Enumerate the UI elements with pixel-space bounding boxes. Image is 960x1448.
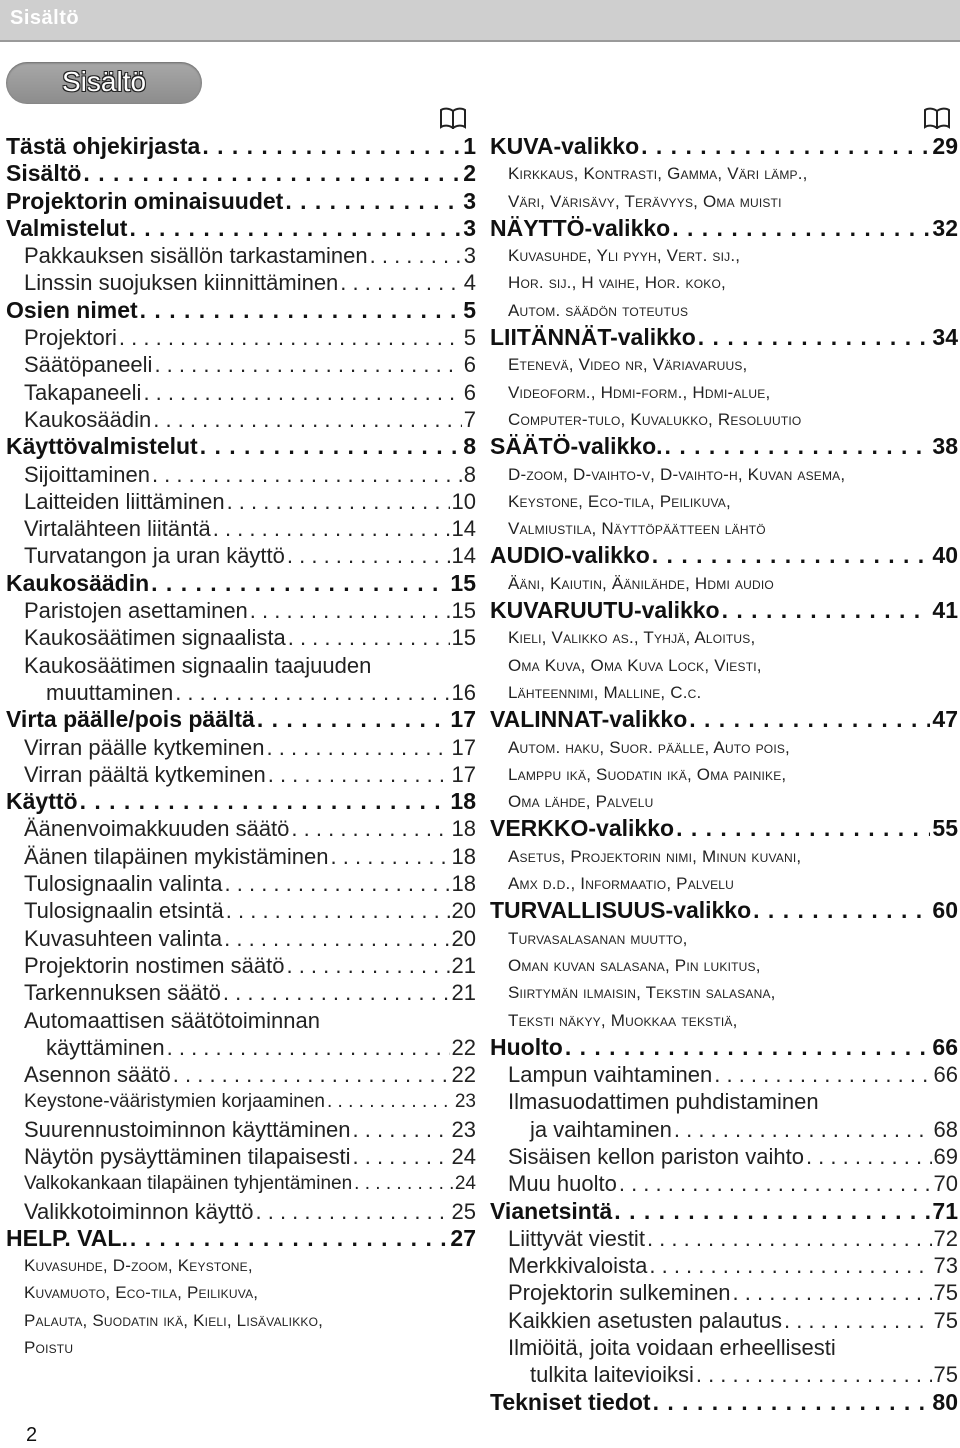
toc-entry-label: AUDIO-valikko <box>490 542 650 569</box>
toc-entry-label: Merkkivaloista <box>508 1253 648 1279</box>
toc-entry-label: Huolto <box>490 1033 563 1060</box>
toc-entry-label: Muu huolto <box>508 1171 617 1197</box>
toc-subsection-link[interactable] <box>6 925 476 952</box>
dot-leader <box>614 1198 930 1225</box>
toc-entry-label: Laitteiden liittäminen <box>24 488 225 514</box>
menu-items-list: Palauta, Suodatin ikä, Kieli, Lisävalikko, <box>24 1310 324 1330</box>
toc-entry-label: KUVA-valikko <box>490 133 640 159</box>
toc-entry-label: VALINNAT-valikko <box>490 706 688 733</box>
book-icon <box>924 107 950 129</box>
menu-items-list: Etenevä, Video nr, Väriavaruus, <box>508 355 748 375</box>
toc-left-column <box>6 133 476 1361</box>
toc-section-link[interactable] <box>6 297 476 324</box>
menu-items-list: Valmiustila, Näyttöpäätteen lähtö <box>508 519 766 539</box>
menu-items-list: Poistu <box>24 1338 74 1358</box>
toc-page-number: 7 <box>463 406 476 432</box>
toc-page-number: 29 <box>932 133 958 159</box>
dot-leader <box>565 1034 931 1061</box>
toc-entry-label: Linssin suojuksen kiinnittäminen <box>24 270 339 296</box>
dot-leader <box>226 897 450 924</box>
toc-subsection-link[interactable] <box>6 515 476 542</box>
toc-page-number: 75 <box>933 1362 958 1388</box>
header-bar <box>0 0 960 42</box>
toc-subsection-link[interactable] <box>490 1307 958 1334</box>
dot-leader <box>652 542 931 569</box>
toc-page-number: 80 <box>932 1388 958 1415</box>
toc-page-number: 18 <box>451 843 476 869</box>
toc-page-number: 41 <box>932 597 958 624</box>
toc-section-link[interactable] <box>490 897 958 924</box>
dot-leader <box>672 215 930 242</box>
toc-subsection-link[interactable] <box>6 597 476 624</box>
dot-leader <box>119 324 462 351</box>
toc-page-number: 60 <box>932 897 958 924</box>
toc-entry-label: Automaattisen säätötoiminnan <box>24 1007 320 1033</box>
toc-page-number: 21 <box>451 952 476 978</box>
dot-leader <box>353 1116 450 1143</box>
dot-leader <box>200 433 461 460</box>
toc-subsection-link[interactable] <box>490 1116 958 1143</box>
toc-entry-label: Sijoittaminen <box>24 461 150 487</box>
menu-items-list: Kuvasuhde, D-zoom, Keystone, <box>24 1256 253 1276</box>
toc-entry-label: ja vaihtaminen <box>530 1116 672 1142</box>
toc-page-number: 18 <box>451 816 476 842</box>
menu-items-list: Amx d.d., Informaatio, Palvelu <box>508 874 735 894</box>
dot-leader <box>649 1252 931 1279</box>
dot-leader <box>130 1225 449 1252</box>
toc-page-number: 22 <box>451 1034 476 1060</box>
toc-entry-label: Äänen tilapäinen mykistäminen <box>24 843 329 869</box>
toc-page-number: 3 <box>463 214 476 241</box>
menu-items-list: D-zoom, D-vaihto-v, D-vaihto-h, Kuvan asema, <box>508 464 846 484</box>
toc-page-number: 68 <box>933 1116 958 1142</box>
menu-items-list: Keystone, Eco-tila, Peilikuva, <box>508 491 731 511</box>
toc-page-number: 3 <box>463 243 476 269</box>
toc-entry-label: Sisäisen kellon pariston vaihto <box>508 1143 804 1169</box>
toc-entry-label: HELP. VAL. <box>6 1224 128 1251</box>
toc-entry-label: Kaukosäätimen signaalista <box>24 625 286 651</box>
toc-page-number: 66 <box>933 1062 958 1088</box>
toc-page-number: 47 <box>932 706 958 733</box>
dot-leader <box>806 1143 932 1170</box>
toc-subsection-link[interactable] <box>6 679 476 706</box>
dot-leader <box>129 215 461 242</box>
toc-page-number: 27 <box>450 1224 476 1251</box>
toc-section-link[interactable] <box>6 706 476 733</box>
toc-page-number: 55 <box>932 815 958 842</box>
toc-page-number: 40 <box>932 542 958 569</box>
toc-subsection-link[interactable] <box>6 761 476 788</box>
dot-leader <box>143 379 461 406</box>
toc-entry-label: Virtalähteen liitäntä <box>24 516 211 542</box>
dot-leader <box>340 269 461 296</box>
page-title: Sisältö <box>61 66 147 97</box>
toc-entry-label: Valmistelut <box>6 214 128 241</box>
toc-subsection-link[interactable] <box>6 242 476 269</box>
toc-subsection-link[interactable] <box>6 1061 476 1088</box>
toc-page-number: 71 <box>932 1197 958 1224</box>
toc-page-number: 70 <box>933 1171 958 1197</box>
toc-section-link[interactable] <box>6 570 476 597</box>
toc-entry-label: Säätöpaneeli <box>24 352 153 378</box>
dot-leader <box>696 1361 932 1388</box>
toc-subsection-link[interactable] <box>6 734 476 761</box>
toc-entry-label: Osien nimet <box>6 296 138 323</box>
toc-page-number: 1 <box>463 133 476 159</box>
toc-page-number: 66 <box>932 1033 958 1060</box>
dot-leader <box>151 570 448 597</box>
toc-subsection-link[interactable] <box>6 1198 476 1225</box>
toc-page-number: 6 <box>463 352 476 378</box>
menu-items-list: Hor. sij., H vaihe, Hor. koko, <box>508 273 726 293</box>
toc-page-number: 73 <box>933 1253 958 1279</box>
dot-leader <box>268 761 450 788</box>
toc-subsection-link[interactable] <box>6 406 476 433</box>
toc-page-number: 8 <box>463 433 476 460</box>
toc-subsection-link[interactable] <box>490 1279 958 1306</box>
toc-entry-label: Virran päältä kytkeminen <box>24 761 266 787</box>
toc-page-number: 4 <box>463 270 476 296</box>
dot-leader <box>291 815 449 842</box>
toc-entry-label: Takapaneeli <box>24 379 142 405</box>
toc-page-number: 75 <box>933 1307 958 1333</box>
dot-leader <box>80 788 449 815</box>
toc-entry-label: Ilmiöitä, joita voidaan erheellisesti <box>508 1335 836 1361</box>
toc-page-number: 18 <box>450 788 476 815</box>
dot-leader <box>287 542 450 569</box>
dot-leader <box>641 133 930 160</box>
dot-leader <box>714 1061 931 1088</box>
toc-entry-label: LIITÄNNÄT-valikko <box>490 324 696 351</box>
toc-subsection-link[interactable] <box>490 1143 958 1170</box>
toc-section-link[interactable] <box>6 215 476 242</box>
toc-page-number: 3 <box>463 187 476 214</box>
dot-leader <box>288 624 450 651</box>
toc-page-number: 34 <box>932 324 958 351</box>
menu-items-list: Videoform., Hdmi-form., Hdmi-alue, <box>508 382 771 402</box>
toc-subsection-link[interactable] <box>490 1225 958 1252</box>
toc-page-number: 2 <box>463 160 476 187</box>
toc-section-link[interactable] <box>6 133 476 160</box>
toc-entry-label: Virran päälle kytkeminen <box>24 734 265 760</box>
toc-subsection-link[interactable] <box>490 1361 958 1388</box>
toc-entry-label: Paristojen asettaminen <box>24 598 248 624</box>
toc-section-link[interactable] <box>6 788 476 815</box>
dot-leader <box>213 515 450 542</box>
toc-entry-label: Turvatangon ja uran käyttö <box>24 543 285 569</box>
toc-entry-label: Ilmasuodattimen puhdistaminen <box>508 1089 819 1115</box>
dot-leader <box>286 952 449 979</box>
toc-section-link[interactable] <box>490 706 958 733</box>
dot-leader <box>370 242 462 269</box>
page-title-badge <box>6 62 202 104</box>
dot-leader <box>223 979 450 1006</box>
dot-leader <box>175 679 449 706</box>
toc-entry-label: SÄÄTÖ-valikko. <box>490 433 663 460</box>
toc-entry-label: Keystone-vääristymien korjaaminen <box>24 1091 325 1113</box>
toc-entry-label: Lampun vaihtaminen <box>508 1062 713 1088</box>
toc-entry-label: Käyttövalmistelut <box>6 433 198 460</box>
toc-entry-label: Valikkotoiminnon käyttö <box>24 1198 254 1224</box>
toc-section-link[interactable] <box>6 160 476 187</box>
menu-items-list: Turvasalasanan muutto, <box>508 928 688 948</box>
toc-entry-label: Sisältö <box>6 160 82 187</box>
menu-items-list: Ääni, Kaiutin, Äänilähde, Hdmi audio <box>508 573 774 593</box>
toc-subsection-link[interactable] <box>6 542 476 569</box>
menu-items-list: Lamppu ikä, Suodatin ikä, Oma painike, <box>508 764 787 784</box>
dot-leader <box>674 1116 932 1143</box>
toc-entry-label: Asennon säätö <box>24 1062 171 1088</box>
menu-items-list: Siirtymän ilmaisin, Tekstin salasana, <box>508 983 776 1003</box>
toc-entry-label: Kaukosäädin <box>24 406 152 432</box>
toc-subsection-link[interactable] <box>490 1252 958 1279</box>
menu-items-list: Kirkkaus, Kontrasti, Gamma, Väri lämp., <box>508 164 808 184</box>
toc-entry-label: NÄYTTÖ-valikko <box>490 214 671 241</box>
toc-section-link[interactable] <box>490 324 958 351</box>
menu-items-list: Kuvamuoto, Eco-tila, Peilikuva, <box>24 1283 259 1303</box>
toc-entry-label: Tulosignaalin valinta <box>24 871 223 897</box>
toc-subsection-link[interactable] <box>6 1143 476 1170</box>
toc-entry-label: Kaikkien asetusten palautus <box>508 1307 782 1333</box>
toc-entry-label: tulkita laitevioiksi <box>530 1362 694 1388</box>
toc-section-link[interactable] <box>6 188 476 215</box>
toc-subsection-link[interactable] <box>6 979 476 1006</box>
toc-subsection-link[interactable] <box>6 1170 476 1197</box>
toc-subsection-link[interactable] <box>6 952 476 979</box>
toc-page-number: 14 <box>451 543 476 569</box>
toc-subsection-link[interactable] <box>6 1088 476 1115</box>
toc-page-number: 6 <box>463 379 476 405</box>
toc-section-link[interactable] <box>490 433 958 460</box>
toc-entry-label: Kuvasuhteen valinta <box>24 925 223 951</box>
dot-leader <box>653 1389 931 1416</box>
toc-page-number: 14 <box>451 516 476 542</box>
toc-page-number: 16 <box>451 679 476 705</box>
dot-leader <box>173 1061 450 1088</box>
toc-right-column <box>490 133 958 1416</box>
toc-page-number: 17 <box>451 761 476 787</box>
toc-entry-label: Käyttö <box>6 788 78 815</box>
toc-subsection-link[interactable] <box>6 843 476 870</box>
toc-entry-label: Vianetsintä <box>490 1197 613 1224</box>
dot-leader <box>698 324 931 351</box>
toc-entry-label: Projektori <box>24 325 117 351</box>
toc-page-number: 21 <box>451 980 476 1006</box>
dot-leader <box>784 1307 932 1334</box>
toc-page-number: 25 <box>451 1198 476 1224</box>
toc-page-number: 32 <box>932 214 958 241</box>
dot-leader <box>250 597 450 624</box>
menu-items-list: Oma lähde, Palvelu <box>508 792 654 812</box>
menu-items-list: Computer-tulo, Kuvalukko, Resoluutio <box>508 409 802 429</box>
toc-page-number: 69 <box>933 1143 958 1169</box>
dot-leader <box>167 1034 450 1061</box>
toc-entry-label: Kaukosäätimen signaalin taajuuden <box>24 652 372 678</box>
toc-subsection-link[interactable] <box>6 488 476 515</box>
toc-entry-label: Pakkauksen sisällön tarkastaminen <box>24 243 368 269</box>
toc-section-link[interactable] <box>490 133 958 160</box>
dot-leader <box>202 133 461 160</box>
toc-subsection-link[interactable] <box>6 324 476 351</box>
dot-leader <box>689 706 930 733</box>
book-icon <box>440 107 466 129</box>
toc-page-number: 22 <box>451 1062 476 1088</box>
toc-page-number: 10 <box>451 488 476 514</box>
toc-page-number: 8 <box>463 461 476 487</box>
toc-entry-label: Valkokankaan tilapäinen tyhjentäminen <box>24 1173 353 1195</box>
toc-page-number: 23 <box>454 1091 476 1113</box>
toc-section-link[interactable] <box>490 1389 958 1416</box>
toc-page-number: 23 <box>451 1116 476 1142</box>
dot-leader <box>257 706 449 733</box>
toc-entry-label: käyttäminen <box>46 1034 165 1060</box>
dot-leader <box>227 488 450 515</box>
menu-items-list: Autom. haku, Suor. päälle, Auto pois, <box>508 737 790 757</box>
toc-page-number: 72 <box>933 1225 958 1251</box>
toc-page-number: 24 <box>451 1143 476 1169</box>
dot-leader <box>152 461 462 488</box>
menu-items-list: Autom. säädön toteutus <box>508 300 689 320</box>
menu-items-list: Teksti näkyy, Muokkaa tekstiä, <box>508 1010 738 1030</box>
dot-leader <box>154 351 461 378</box>
toc-entry-label: Kaukosäädin <box>6 569 150 596</box>
toc-page-number: 15 <box>451 598 476 624</box>
menu-items-list: Lähteennimi, Malline, C.c. <box>508 682 702 702</box>
toc-section-link[interactable] <box>6 433 476 460</box>
toc-subsection-link[interactable] <box>6 379 476 406</box>
menu-items-list: Kieli, Valikko as., Tyhjä, Aloitus, <box>508 628 756 648</box>
toc-entry-label: Liittyvät viestit <box>508 1225 645 1251</box>
toc-entry-label: muuttaminen <box>46 679 174 705</box>
dot-leader <box>647 1225 932 1252</box>
toc-page-number: 38 <box>932 433 958 460</box>
toc-subsection-link[interactable] <box>6 1034 476 1061</box>
toc-page-number: 75 <box>933 1280 958 1306</box>
toc-entry-label: Äänenvoimakkuuden säätö <box>24 816 290 842</box>
dot-leader <box>331 843 450 870</box>
toc-page-number: 17 <box>450 706 476 733</box>
dot-leader <box>225 870 450 897</box>
toc-subsection-link[interactable] <box>490 1061 958 1088</box>
toc-page-number: 20 <box>451 925 476 951</box>
menu-items-list: Kuvasuhde, Yli pyyh, Vert. sij., <box>508 246 741 266</box>
toc-entry-label: Projektorin ominaisuudet <box>6 187 284 214</box>
toc-section-link[interactable] <box>490 815 958 842</box>
toc-entry-label: Suurennustoiminnon käyttäminen <box>24 1116 351 1142</box>
toc-page-number: 5 <box>463 296 476 323</box>
toc-entry-label: Tulosignaalin etsintä <box>24 898 224 924</box>
dot-leader <box>153 406 462 433</box>
toc-section-link[interactable] <box>490 542 958 569</box>
toc-entry-label: Projektorin nostimen säätö <box>24 952 285 978</box>
toc-section-link[interactable] <box>490 1198 958 1225</box>
toc-page-number: 15 <box>451 625 476 651</box>
toc-entry-label: Virta päälle/pois päältä <box>6 706 255 733</box>
toc-entry-label: TURVALLISUUS-valikko <box>490 897 752 924</box>
toc-entry-label: Projektorin sulkeminen <box>508 1280 731 1306</box>
toc-subsection-link[interactable] <box>490 1170 958 1197</box>
dot-leader <box>353 1143 450 1170</box>
menu-items-list: Asetus, Projektorin nimi, Minun kuvani, <box>508 846 802 866</box>
toc-section-link[interactable] <box>6 1225 476 1252</box>
toc-entry-label: Tekniset tiedot <box>490 1388 651 1415</box>
dot-leader <box>354 1170 453 1197</box>
toc-page-number: 24 <box>454 1173 476 1195</box>
toc-page-number: 17 <box>451 734 476 760</box>
dot-leader <box>619 1170 932 1197</box>
dot-leader <box>665 433 931 460</box>
dot-leader <box>676 815 930 842</box>
toc-page-number: 18 <box>451 871 476 897</box>
toc-subsection-link[interactable] <box>6 624 476 651</box>
toc-page-number: 20 <box>451 898 476 924</box>
toc-section-link[interactable] <box>490 215 958 242</box>
menu-items-list: Oman kuvan salasana, Pin lukitus, <box>508 955 761 975</box>
toc-entry-label: KUVARUUTU-valikko <box>490 597 720 624</box>
toc-entry-label: Näytön pysäyttäminen tilapaisesti <box>24 1143 351 1169</box>
toc-entry-label: Tarkennuksen säätö <box>24 980 221 1006</box>
toc-entry-label: VERKKO-valikko <box>490 815 675 842</box>
toc-entry-label: Tästä ohjekirjasta <box>6 133 201 159</box>
dot-leader <box>140 297 462 324</box>
menu-items-list: Väri, Värisävy, Terävyys, Oma muisti <box>508 191 782 211</box>
toc-subsection-link[interactable] <box>6 897 476 924</box>
dot-leader <box>285 188 461 215</box>
dot-leader <box>256 1198 450 1225</box>
page-number: 2 <box>26 1424 38 1446</box>
dot-leader <box>267 734 450 761</box>
toc-subsection-link[interactable] <box>6 815 476 842</box>
dot-leader <box>722 597 931 624</box>
toc-subsection-link[interactable] <box>6 1116 476 1143</box>
toc-subsection-link[interactable] <box>6 870 476 897</box>
dot-leader <box>83 160 461 187</box>
section-title: Sisältö <box>10 7 80 29</box>
menu-items-list: Oma Kuva, Oma Kuva Lock, Viesti, <box>508 655 762 675</box>
toc-section-link[interactable] <box>490 1034 958 1061</box>
toc-subsection-link[interactable] <box>6 269 476 296</box>
toc-page-number: 15 <box>450 569 476 596</box>
toc-subsection-link[interactable] <box>6 461 476 488</box>
dot-leader <box>733 1279 932 1306</box>
toc-section-link[interactable] <box>490 597 958 624</box>
dot-leader <box>753 897 930 924</box>
toc-subsection-link[interactable] <box>6 351 476 378</box>
dot-leader <box>224 925 449 952</box>
dot-leader <box>327 1088 453 1115</box>
toc-page-number: 5 <box>463 325 476 351</box>
